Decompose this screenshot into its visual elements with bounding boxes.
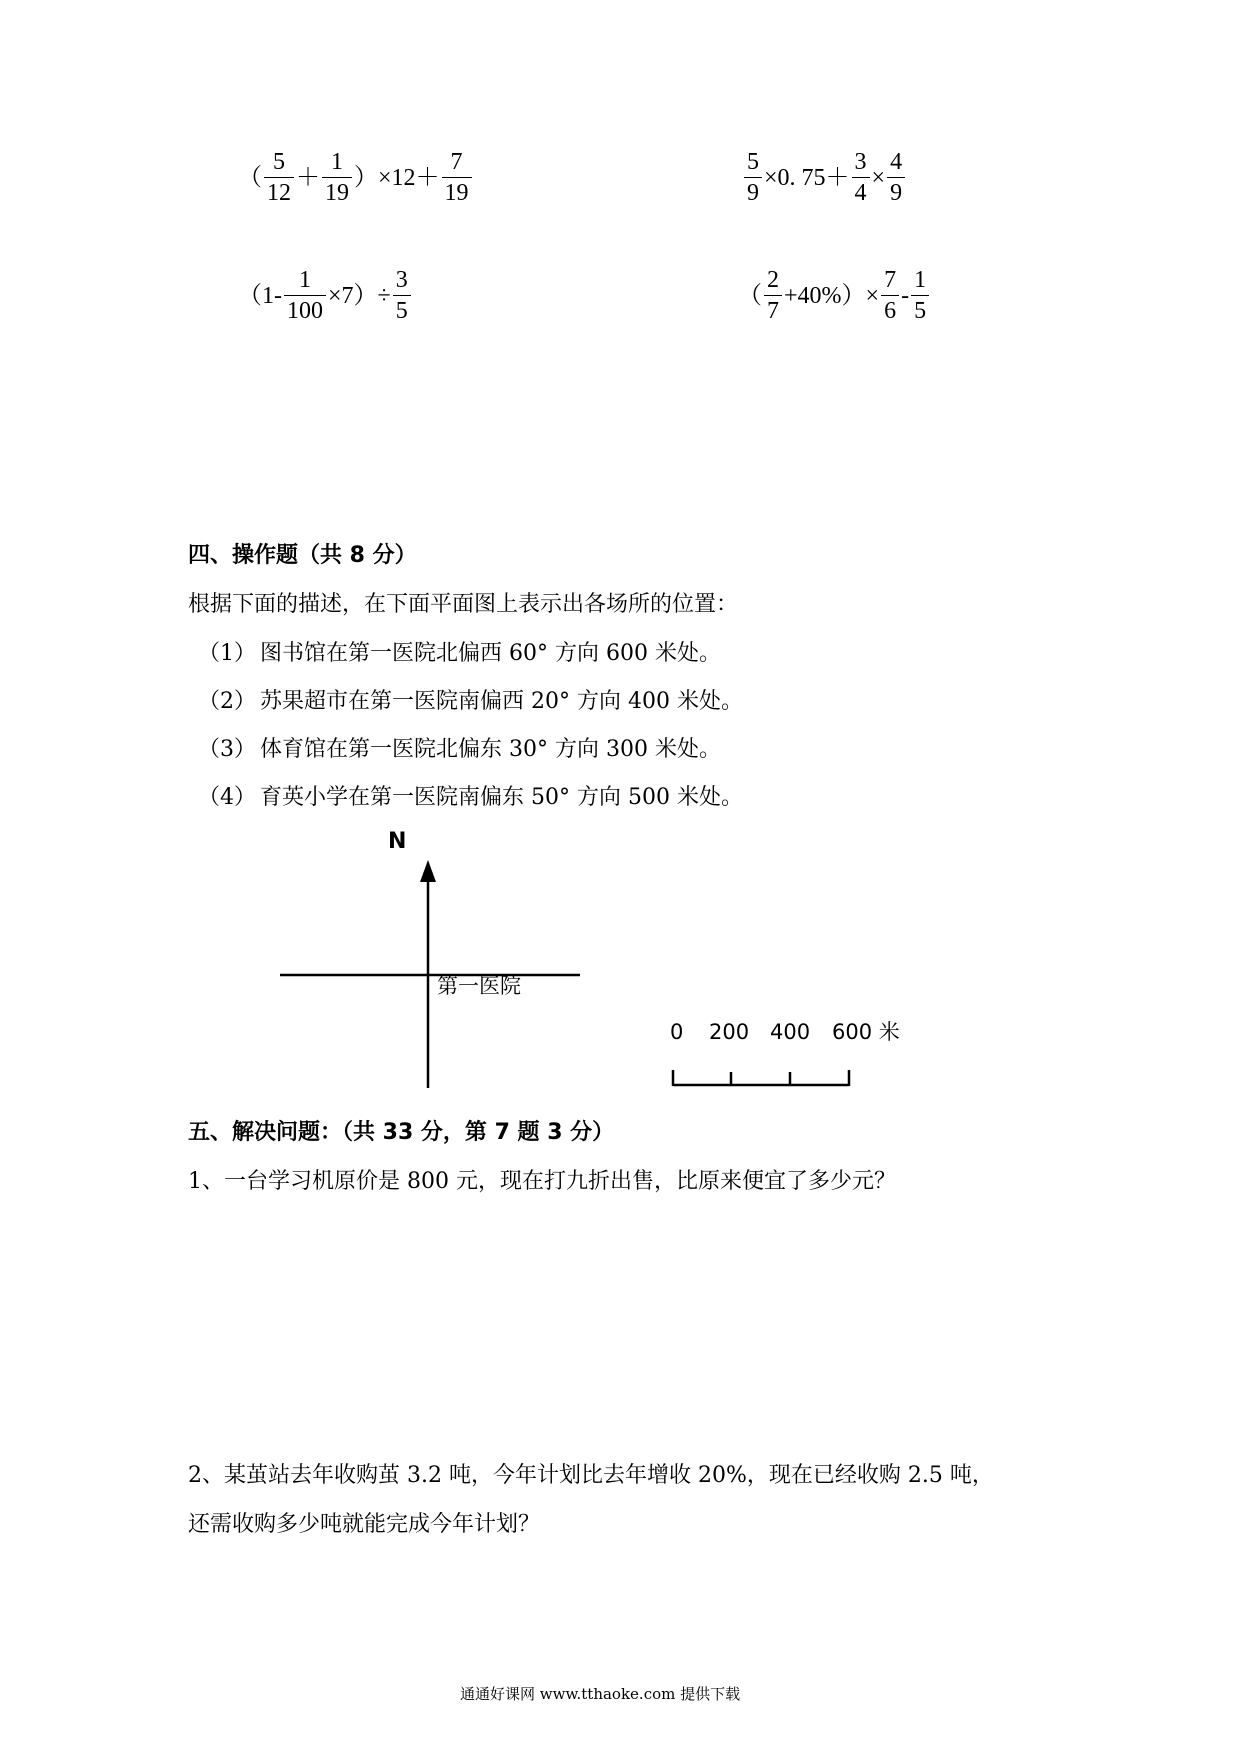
list-item: （1） 图书馆在第一医院北偏西 60° 方向 600 米处。 bbox=[198, 641, 721, 666]
fraction: $\frac{1}{19}$ bbox=[322, 150, 352, 205]
question-2-line-1: 2、某茧站去年收购茧 3.2 吨，今年计划比去年增收 20%，现在已经收购 2.5 吨， bbox=[188, 1463, 994, 1488]
question-2-line-2: 还需收购多少吨就能完成今年计划？ bbox=[188, 1512, 541, 1537]
fraction: $\frac{1}{5}$ bbox=[911, 268, 929, 323]
scale-label-200: 200 bbox=[709, 1020, 750, 1044]
fraction: $\frac{3}{4}$ bbox=[852, 150, 870, 205]
fraction: $\frac{5}{12}$ bbox=[264, 150, 294, 205]
fraction: $\frac{1}{100}$ bbox=[284, 268, 326, 323]
fraction: $\frac{3}{5}$ bbox=[393, 268, 411, 323]
section-4-title: 四、操作题（共 8 分） bbox=[188, 543, 417, 568]
scale-bar bbox=[673, 1070, 849, 1086]
scale-label-400: 400 bbox=[770, 1020, 811, 1044]
list-item: （3） 体育馆在第一医院北偏东 30° 方向 300 米处。 bbox=[198, 737, 721, 762]
calc-expression-3: （1- $\frac{1}{100}$ ×7）÷ $\frac{3}{5}$ bbox=[238, 268, 413, 323]
fraction: $\frac{7}{19}$ bbox=[442, 150, 472, 205]
north-label: N bbox=[388, 829, 407, 854]
fraction: $\frac{4}{9}$ bbox=[887, 150, 905, 205]
fraction: $\frac{5}{9}$ bbox=[744, 150, 762, 205]
scale-label-600: 600 米 bbox=[832, 1020, 900, 1044]
section-5-title: 五、解决问题：（共 33 分，第 7 题 3 分） bbox=[188, 1120, 615, 1145]
north-arrow-head bbox=[420, 860, 436, 882]
center-label: 第一医院 bbox=[437, 974, 521, 998]
calc-expression-2: $\frac{5}{9}$ ×0. 75＋ $\frac{3}{4}$ × $\frac{4}{9}$ bbox=[742, 150, 907, 205]
fraction: $\frac{7}{6}$ bbox=[881, 268, 899, 323]
section-4-intro: 根据下面的描述，在下面平面图上表示出各场所的位置： bbox=[188, 592, 739, 617]
scale-label-0: 0 bbox=[670, 1020, 684, 1044]
footer: 通通好课网 www.tthaoke.com 提供下载 bbox=[460, 1685, 741, 1703]
list-item: （4） 育英小学在第一医院南偏东 50° 方向 500 米处。 bbox=[198, 785, 743, 810]
calc-expression-1: （ $\frac{5}{12}$ ＋ $\frac{1}{19}$ ）×12＋ $\frac{7}{19}$ bbox=[238, 150, 474, 205]
list-item: （2） 苏果超市在第一医院南偏西 20° 方向 400 米处。 bbox=[198, 689, 743, 714]
calc-expression-4: （ $\frac{2}{7}$ +40%）× $\frac{7}{6}$ - $\frac{1}{5}$ bbox=[738, 268, 931, 323]
question-1: 1、一台学习机原价是 800 元，现在打九折出售，比原来便宜了多少元？ bbox=[188, 1169, 896, 1194]
fraction: $\frac{2}{7}$ bbox=[764, 268, 782, 323]
